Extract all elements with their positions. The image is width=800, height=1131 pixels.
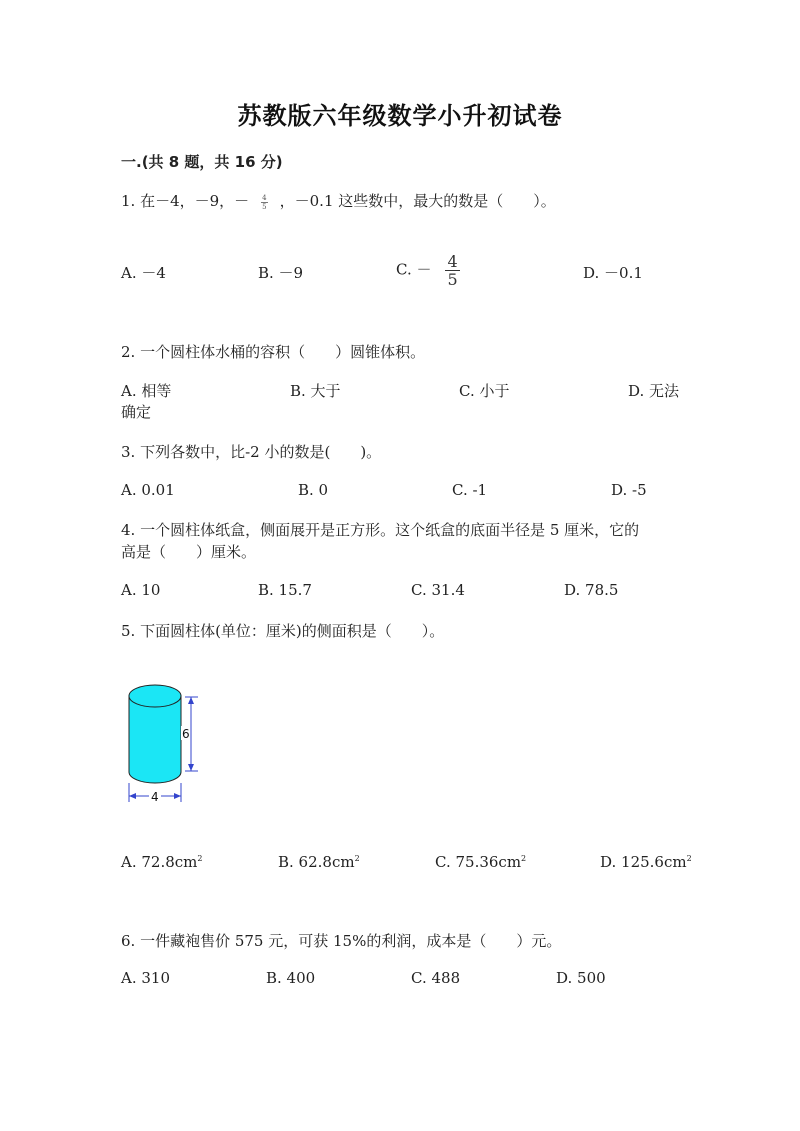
q1-option-c-label: C. －	[396, 260, 432, 279]
q1-stem-after: ，－0.1 这些数中，最大的数是（ ）。	[279, 192, 556, 210]
question-5-stem: 5. 下面圆柱体(单位：厘米)的侧面积是（ ）。	[121, 622, 445, 640]
cylinder-body	[129, 696, 181, 783]
q6-option-d[interactable]: D. 500	[556, 969, 606, 987]
q4-option-a[interactable]: A. 10	[121, 581, 161, 599]
diameter-arrow-right	[174, 793, 181, 799]
q1-option-c-frac-num: 4	[447, 252, 458, 271]
q1-option-b[interactable]: B. －9	[258, 264, 304, 282]
q2-option-b[interactable]: B. 大于	[290, 382, 341, 400]
q6-option-c[interactable]: C. 488	[411, 969, 461, 987]
q2-option-a[interactable]: A. 相等	[121, 382, 172, 400]
question-4-stem-line1: 4. 一个圆柱体纸盒，侧面展开是正方形。这个纸盒的底面半径是 5 厘米，它的	[121, 521, 640, 539]
q3-option-c[interactable]: C. -1	[452, 481, 488, 499]
q4-option-b[interactable]: B. 15.7	[258, 581, 312, 599]
q5-option-c[interactable]	[435, 853, 526, 871]
q5-option-b[interactable]	[278, 853, 360, 871]
q6-option-a[interactable]: A. 310	[121, 969, 170, 987]
q1-stem-before: 1. 在－4，－9，－	[121, 192, 250, 210]
question-4-stem-line2: 高是（ ）厘米。	[121, 543, 257, 561]
q5-option-a-label: A. 72.8cm	[121, 853, 198, 871]
cylinder-figure	[118, 668, 218, 808]
q2-option-d[interactable]: D. 无法	[628, 382, 680, 400]
cylinder-top	[129, 685, 181, 707]
diameter-label: 4	[151, 790, 159, 804]
q3-option-a[interactable]: A. 0.01	[121, 481, 175, 499]
q2-option-d-wrap: 确定	[121, 403, 152, 421]
height-label: 6	[182, 727, 190, 741]
q1-option-d[interactable]: D. －0.1	[583, 264, 643, 282]
diameter-arrow-left	[129, 793, 136, 799]
q1-option-c-frac-den: 5	[447, 270, 458, 289]
q5-option-d-label: D. 125.6cm	[600, 853, 687, 871]
section-header: 一.(共 8 题，共 16 分)	[121, 153, 283, 171]
question-3-stem: 3. 下列各数中，比-2 小的数是( )。	[121, 443, 382, 461]
q2-option-c[interactable]: C. 小于	[459, 382, 510, 400]
page-title: 苏教版六年级数学小升初试卷	[237, 102, 563, 130]
q1-frac-num: 4	[262, 193, 267, 202]
q1-option-c[interactable]	[396, 253, 460, 288]
q5-option-a[interactable]	[121, 853, 203, 871]
question-2-stem: 2. 一个圆柱体水桶的容积（ ）圆锥体积。	[121, 343, 426, 361]
q5-option-a-sup: 2	[197, 854, 203, 863]
height-arrow-top	[188, 697, 194, 704]
q6-option-b[interactable]: B. 400	[266, 969, 316, 987]
q5-option-c-label: C. 75.36cm	[435, 853, 522, 871]
q1-fraction	[261, 194, 267, 211]
q5-option-b-sup: 2	[354, 854, 360, 863]
q5-option-d-sup: 2	[686, 854, 692, 863]
height-arrow-bottom	[188, 764, 194, 771]
q5-option-c-sup: 2	[521, 854, 527, 863]
q5-option-d[interactable]	[600, 853, 692, 871]
q1-frac-den: 5	[262, 202, 267, 211]
q5-option-b-label: B. 62.8cm	[278, 853, 355, 871]
q3-option-b[interactable]: B. 0	[298, 481, 329, 499]
q4-option-d[interactable]: D. 78.5	[564, 581, 619, 599]
q3-option-d[interactable]: D. -5	[611, 481, 647, 499]
question-1-stem	[121, 190, 556, 211]
question-6-stem: 6. 一件藏袍售价 575 元，可获 15%的利润，成本是（ ）元。	[121, 932, 562, 950]
q1-option-c-fraction	[445, 253, 459, 288]
q1-option-a[interactable]: A. －4	[121, 264, 166, 282]
q4-option-c[interactable]: C. 31.4	[411, 581, 465, 599]
